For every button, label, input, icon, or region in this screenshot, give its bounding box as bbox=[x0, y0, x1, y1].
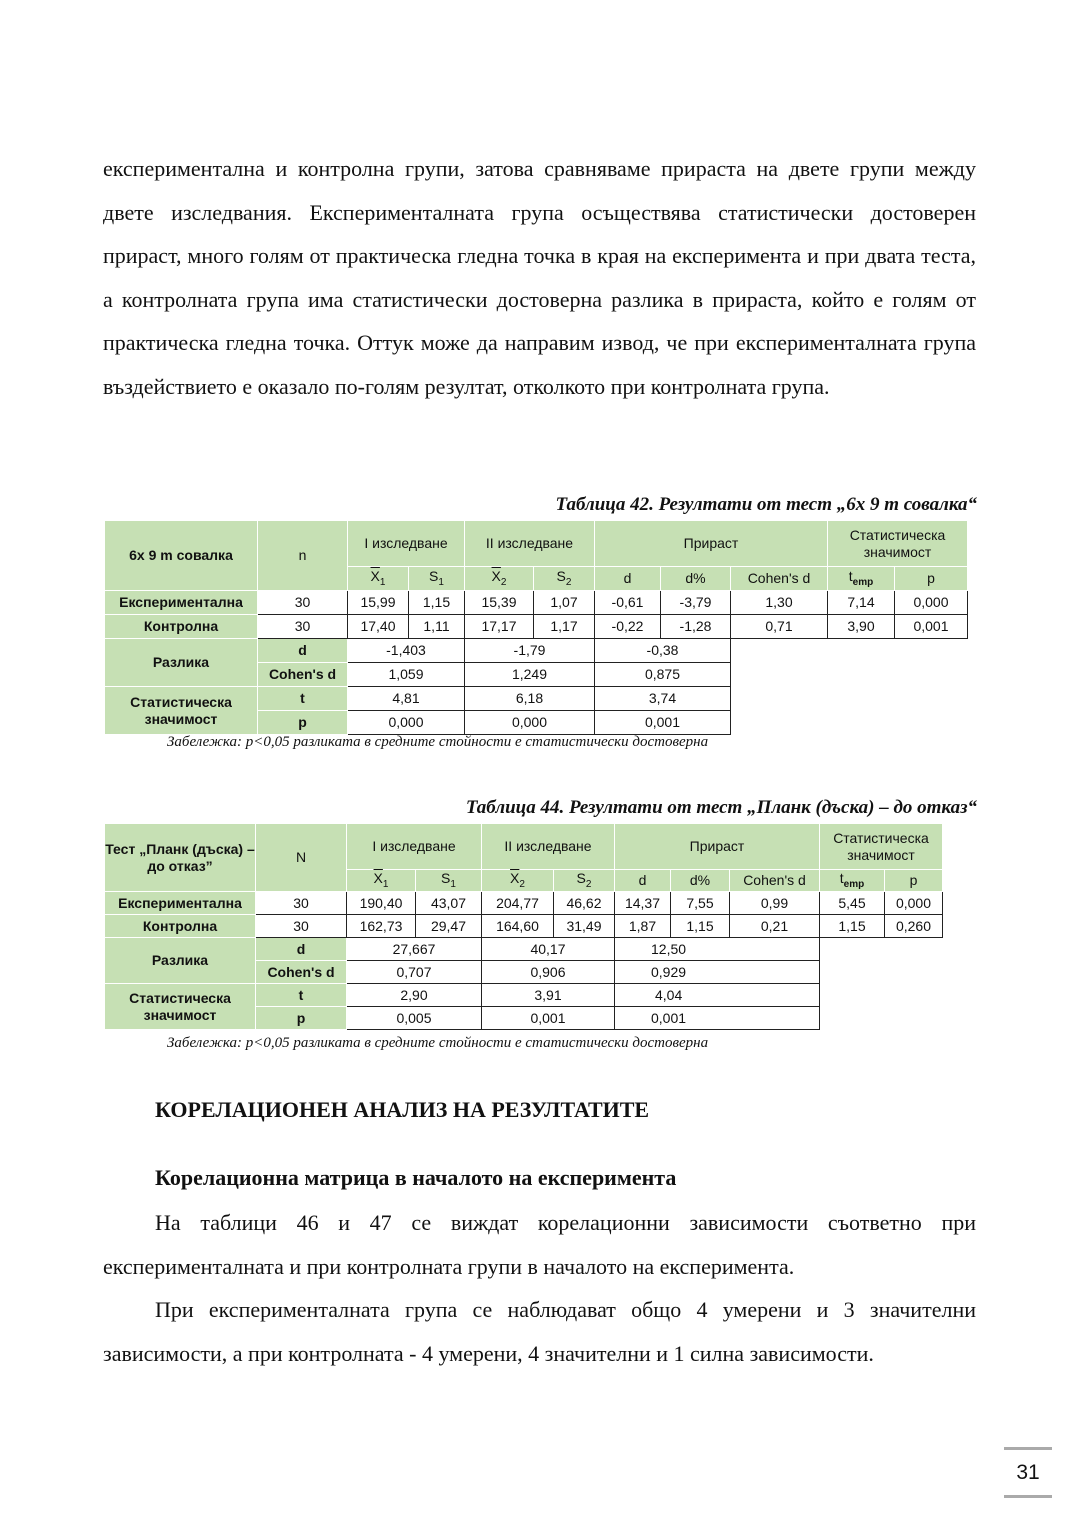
table44-cohen-label: Cohen's d bbox=[256, 961, 347, 984]
table44-t-label: t bbox=[256, 984, 347, 1007]
cell-x1: 162,73 bbox=[347, 915, 416, 938]
table42-dpct-header: d% bbox=[661, 567, 731, 591]
table44-diff-d-3: 12,50 bbox=[615, 938, 820, 961]
cell-d: 1,87 bbox=[615, 915, 671, 938]
table42-x1-header: $\overline{X}_1$ bbox=[348, 567, 409, 591]
table44-row-experimental bbox=[105, 892, 943, 915]
table44-corner: Тест „Планк (дъска) – до отказ” bbox=[105, 824, 256, 892]
table44-sig-p-3: 0,001 bbox=[615, 1007, 820, 1030]
cell-s1: 1,15 bbox=[409, 591, 465, 615]
cell-p: 0,000 bbox=[895, 591, 968, 615]
table44-cohen-header: Cohen's d bbox=[730, 870, 820, 892]
row-label: Контролна bbox=[105, 915, 256, 938]
table44-study1-header: I изследване bbox=[347, 824, 482, 870]
table42-gain-header: Прираст bbox=[595, 521, 828, 567]
cell-dpct: 1,15 bbox=[671, 915, 730, 938]
table44-n-header: N bbox=[256, 824, 347, 892]
table42-t-header: $t_{emp}$ bbox=[828, 567, 895, 591]
cell-dpct: -3,79 bbox=[661, 591, 731, 615]
cell-dpct: 7,55 bbox=[671, 892, 730, 915]
cell-p: 0,260 bbox=[885, 915, 943, 938]
cell-x2: 15,39 bbox=[465, 591, 534, 615]
table44-diff-cohen-1: 0,707 bbox=[347, 961, 482, 984]
table44-sig-p-2: 0,001 bbox=[482, 1007, 615, 1030]
cell-s2: 46,62 bbox=[554, 892, 615, 915]
page-number: 31 bbox=[1004, 1447, 1052, 1498]
cell-dpct: -1,28 bbox=[661, 615, 731, 639]
subsection-heading: Корелационна матрица в началото на експеримента bbox=[155, 1165, 677, 1190]
paragraph-2: На таблици 46 и 47 се виждат корелационни зависимости съответно при експерименталната и при контролната групи в началото на експеримента. bbox=[103, 1210, 976, 1279]
cell-cohen: 1,30 bbox=[731, 591, 828, 615]
table42-t-label: t bbox=[258, 687, 348, 711]
table42-s2-header: $S_2$ bbox=[534, 567, 595, 591]
table42-diff-cohen-2: 1,249 bbox=[465, 663, 595, 687]
table42-sig-label: Статистическа значимост bbox=[105, 687, 258, 735]
table44-gain-header: Прираст bbox=[615, 824, 820, 870]
table42-diff-d-1: -1,403 bbox=[348, 639, 465, 663]
table42-s1-header: $S_1$ bbox=[409, 567, 465, 591]
table42-cohen-label: Cohen's d bbox=[258, 663, 348, 687]
table42-cohen-header: Cohen's d bbox=[731, 567, 828, 591]
cell-t: 7,14 bbox=[828, 591, 895, 615]
table42-sig-p-3: 0,001 bbox=[595, 711, 731, 735]
table42-corner: 6х 9 m совалка bbox=[105, 521, 258, 591]
row-label: Експериментална bbox=[105, 591, 258, 615]
table44-s1-header: $S_1$ bbox=[416, 870, 482, 892]
table44-diff-cohen-3: 0,929 bbox=[615, 961, 820, 984]
cell-s2: 1,17 bbox=[534, 615, 595, 639]
table42-sig-t-2: 6,18 bbox=[465, 687, 595, 711]
table42-diff-d-3: -0,38 bbox=[595, 639, 731, 663]
table42-row-control bbox=[105, 615, 968, 639]
table44-dpct-header: d% bbox=[671, 870, 730, 892]
table44-x1-header: $\overline{X}_1$ bbox=[347, 870, 416, 892]
table44-s2-header: $S_2$ bbox=[554, 870, 615, 892]
table44-d-label: d bbox=[256, 938, 347, 961]
cell-cohen: 0,99 bbox=[730, 892, 820, 915]
table42-sig-t-3: 3,74 bbox=[595, 687, 731, 711]
table44-study2-header: II изследване bbox=[482, 824, 615, 870]
table42-sig-p-1: 0,000 bbox=[348, 711, 465, 735]
table44-diff-d-2: 40,17 bbox=[482, 938, 615, 961]
table42-diff-label: Разлика bbox=[105, 639, 258, 687]
section-heading: КОРЕЛАЦИОНЕН АНАЛИЗ НА РЕЗУЛТАТИТЕ bbox=[155, 1097, 650, 1122]
table42-diff-cohen-1: 1,059 bbox=[348, 663, 465, 687]
table42-diff-d-2: -1,79 bbox=[465, 639, 595, 663]
cell-s1: 43,07 bbox=[416, 892, 482, 915]
table42-d-label: d bbox=[258, 639, 348, 663]
cell-s1: 29,47 bbox=[416, 915, 482, 938]
table42-study1-header: I изследване bbox=[348, 521, 465, 567]
table44-p-header: p bbox=[885, 870, 943, 892]
paragraph-3: При експерименталната група се наблюдават общо 4 умерени и 3 значителни зависимости, а при контролната - 4 умерени, 4 значителни и 1 силна зависимости. bbox=[103, 1297, 976, 1366]
table42-caption: Таблица 42. Резултати от тест „6х 9 m совалка“ bbox=[555, 494, 977, 515]
cell-x2: 164,60 bbox=[482, 915, 554, 938]
table44-p-label: p bbox=[256, 1007, 347, 1030]
table44-diff-cohen-2: 0,906 bbox=[482, 961, 615, 984]
cell-x2: 17,17 bbox=[465, 615, 534, 639]
table44-sig-t-1: 2,90 bbox=[347, 984, 482, 1007]
table42-sig-t-1: 4,81 bbox=[348, 687, 465, 711]
cell-x1: 15,99 bbox=[348, 591, 409, 615]
table42-d-header: d bbox=[595, 567, 661, 591]
table42-p-label: p bbox=[258, 711, 348, 735]
cell-d: 14,37 bbox=[615, 892, 671, 915]
table44-diff-d-1: 27,667 bbox=[347, 938, 482, 961]
cell-s2: 1,07 bbox=[534, 591, 595, 615]
table44-d-header: d bbox=[615, 870, 671, 892]
cell-x2: 204,77 bbox=[482, 892, 554, 915]
table44-note: Забележка: р<0,05 разликата в средните стойности е статистически достоверна bbox=[167, 1035, 709, 1051]
cell-n: 30 bbox=[256, 892, 347, 915]
cell-n: 30 bbox=[258, 615, 348, 639]
table42-note: Забележка: р<0,05 разликата в средните стойности е статистически достоверна bbox=[167, 734, 709, 750]
cell-n: 30 bbox=[256, 915, 347, 938]
table42-study2-header: II изследване bbox=[465, 521, 595, 567]
cell-x1: 190,40 bbox=[347, 892, 416, 915]
table44 bbox=[104, 823, 943, 1030]
cell-d: -0,61 bbox=[595, 591, 661, 615]
table42-x2-header: $\overline{X}_2$ bbox=[465, 567, 534, 591]
cell-t: 5,45 bbox=[820, 892, 885, 915]
table44-sig-label: Статистическа значимост bbox=[105, 984, 256, 1030]
cell-s2: 31,49 bbox=[554, 915, 615, 938]
table42-stat-sig-header: Статистическа значимост bbox=[828, 521, 968, 567]
cell-p: 0,000 bbox=[885, 892, 943, 915]
intro-paragraph: експериментална и контролна групи, затова сравняваме прираста на двете групи между двете изследвания. Експерименталната група осъществява статистически достоверен прираст, много голям от практическа гледна точка в края на експеримента и при двата теста, а контролната група има статистически достоверна разлика в прираста, който е голям от практическа гледна точка. Оттук може да направим извод, че при експерименталната група въздействието е оказало по-голям резултат, отколкото при контролната група. bbox=[103, 156, 976, 399]
table42 bbox=[104, 520, 968, 735]
table44-sig-p-1: 0,005 bbox=[347, 1007, 482, 1030]
table44-t-header: $t_{emp}$ bbox=[820, 870, 885, 892]
row-label: Експериментална bbox=[105, 892, 256, 915]
row-label: Контролна bbox=[105, 615, 258, 639]
cell-t: 3,90 bbox=[828, 615, 895, 639]
table44-stat-sig-header: Статистическа значимост bbox=[820, 824, 943, 870]
cell-s1: 1,11 bbox=[409, 615, 465, 639]
table44-sig-t-3: 4,04 bbox=[615, 984, 820, 1007]
table44-row-control bbox=[105, 915, 943, 938]
table42-p-header: p bbox=[895, 567, 968, 591]
cell-t: 1,15 bbox=[820, 915, 885, 938]
cell-p: 0,001 bbox=[895, 615, 968, 639]
table44-diff-label: Разлика bbox=[105, 938, 256, 984]
table42-n-header: n bbox=[258, 521, 348, 591]
table42-row-experimental bbox=[105, 591, 968, 615]
table44-x2-header: $\overline{X}_2$ bbox=[482, 870, 554, 892]
cell-d: -0,22 bbox=[595, 615, 661, 639]
cell-cohen: 0,71 bbox=[731, 615, 828, 639]
cell-x1: 17,40 bbox=[348, 615, 409, 639]
table42-diff-cohen-3: 0,875 bbox=[595, 663, 731, 687]
cell-cohen: 0,21 bbox=[730, 915, 820, 938]
table44-sig-t-2: 3,91 bbox=[482, 984, 615, 1007]
table44-caption: Таблица 44. Резултати от тест „Планк (дъска) – до отказ“ bbox=[465, 797, 977, 818]
cell-n: 30 bbox=[258, 591, 348, 615]
table42-sig-p-2: 0,000 bbox=[465, 711, 595, 735]
